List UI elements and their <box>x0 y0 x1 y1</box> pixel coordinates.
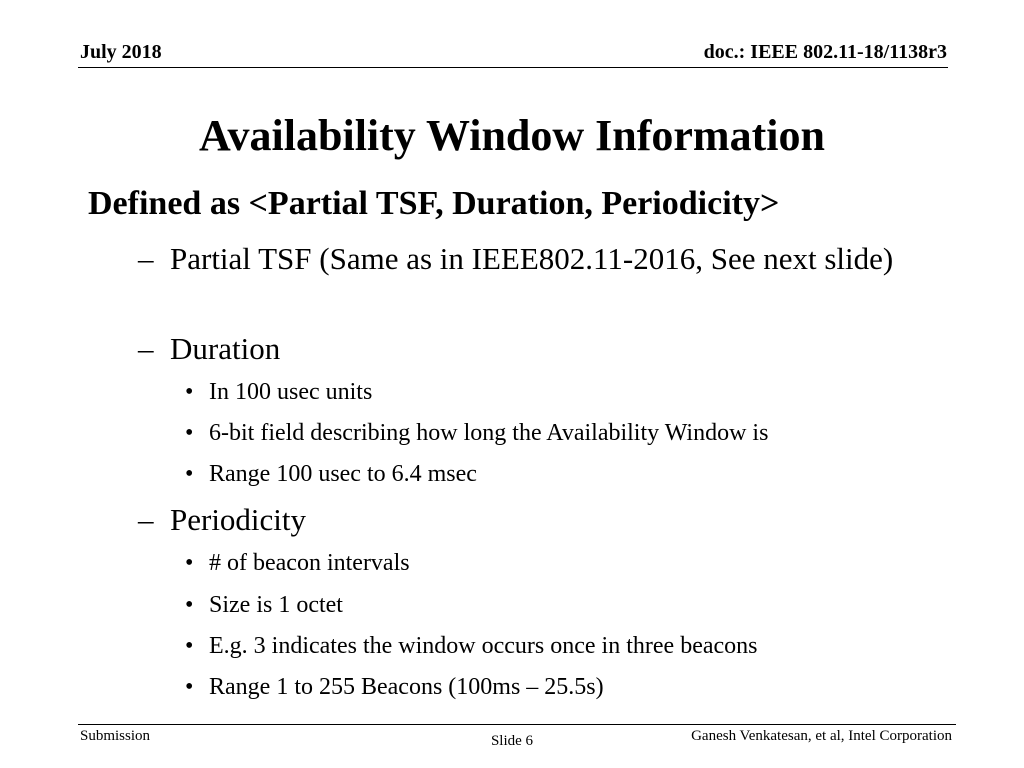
sub-bullet-periodicity-range: • Range 1 to 255 Beacons (100ms – 25.5s) <box>209 672 604 702</box>
header-divider <box>78 67 948 68</box>
header-doc-id: doc.: IEEE 802.11-18/1138r3 <box>703 41 947 63</box>
bullet-partial-tsf: – Partial TSF (Same as in IEEE802.11-2016, See next slide) <box>170 238 900 279</box>
sub-bullet-periodicity-example: • E.g. 3 indicates the window occurs once in three beacons <box>209 631 757 661</box>
sub-bullet-duration-range: • Range 100 usec to 6.4 msec <box>209 459 477 489</box>
slide-title: Availability Window Information <box>199 111 825 160</box>
footer-slide-number: Slide 6 <box>490 733 534 749</box>
footer-submission: Submission <box>80 728 151 744</box>
bullet-periodicity: – Periodicity <box>170 499 900 540</box>
header-date: July 2018 <box>80 41 162 63</box>
bullet-duration: – Duration <box>170 328 900 369</box>
definition-bullet: Defined as <Partial TSF, Duration, Periodicity> <box>88 185 780 222</box>
sub-bullet-periodicity-intervals: • # of beacon intervals <box>209 548 410 578</box>
sub-bullet-duration-units: • In 100 usec units <box>209 377 372 407</box>
sub-bullet-duration-field: • 6-bit field describing how long the Availability Window is <box>209 418 768 448</box>
sub-bullet-periodicity-size: • Size is 1 octet <box>209 590 343 620</box>
footer-divider <box>78 724 956 725</box>
footer-author: Ganesh Venkatesan, et al, Intel Corporation <box>691 728 952 744</box>
